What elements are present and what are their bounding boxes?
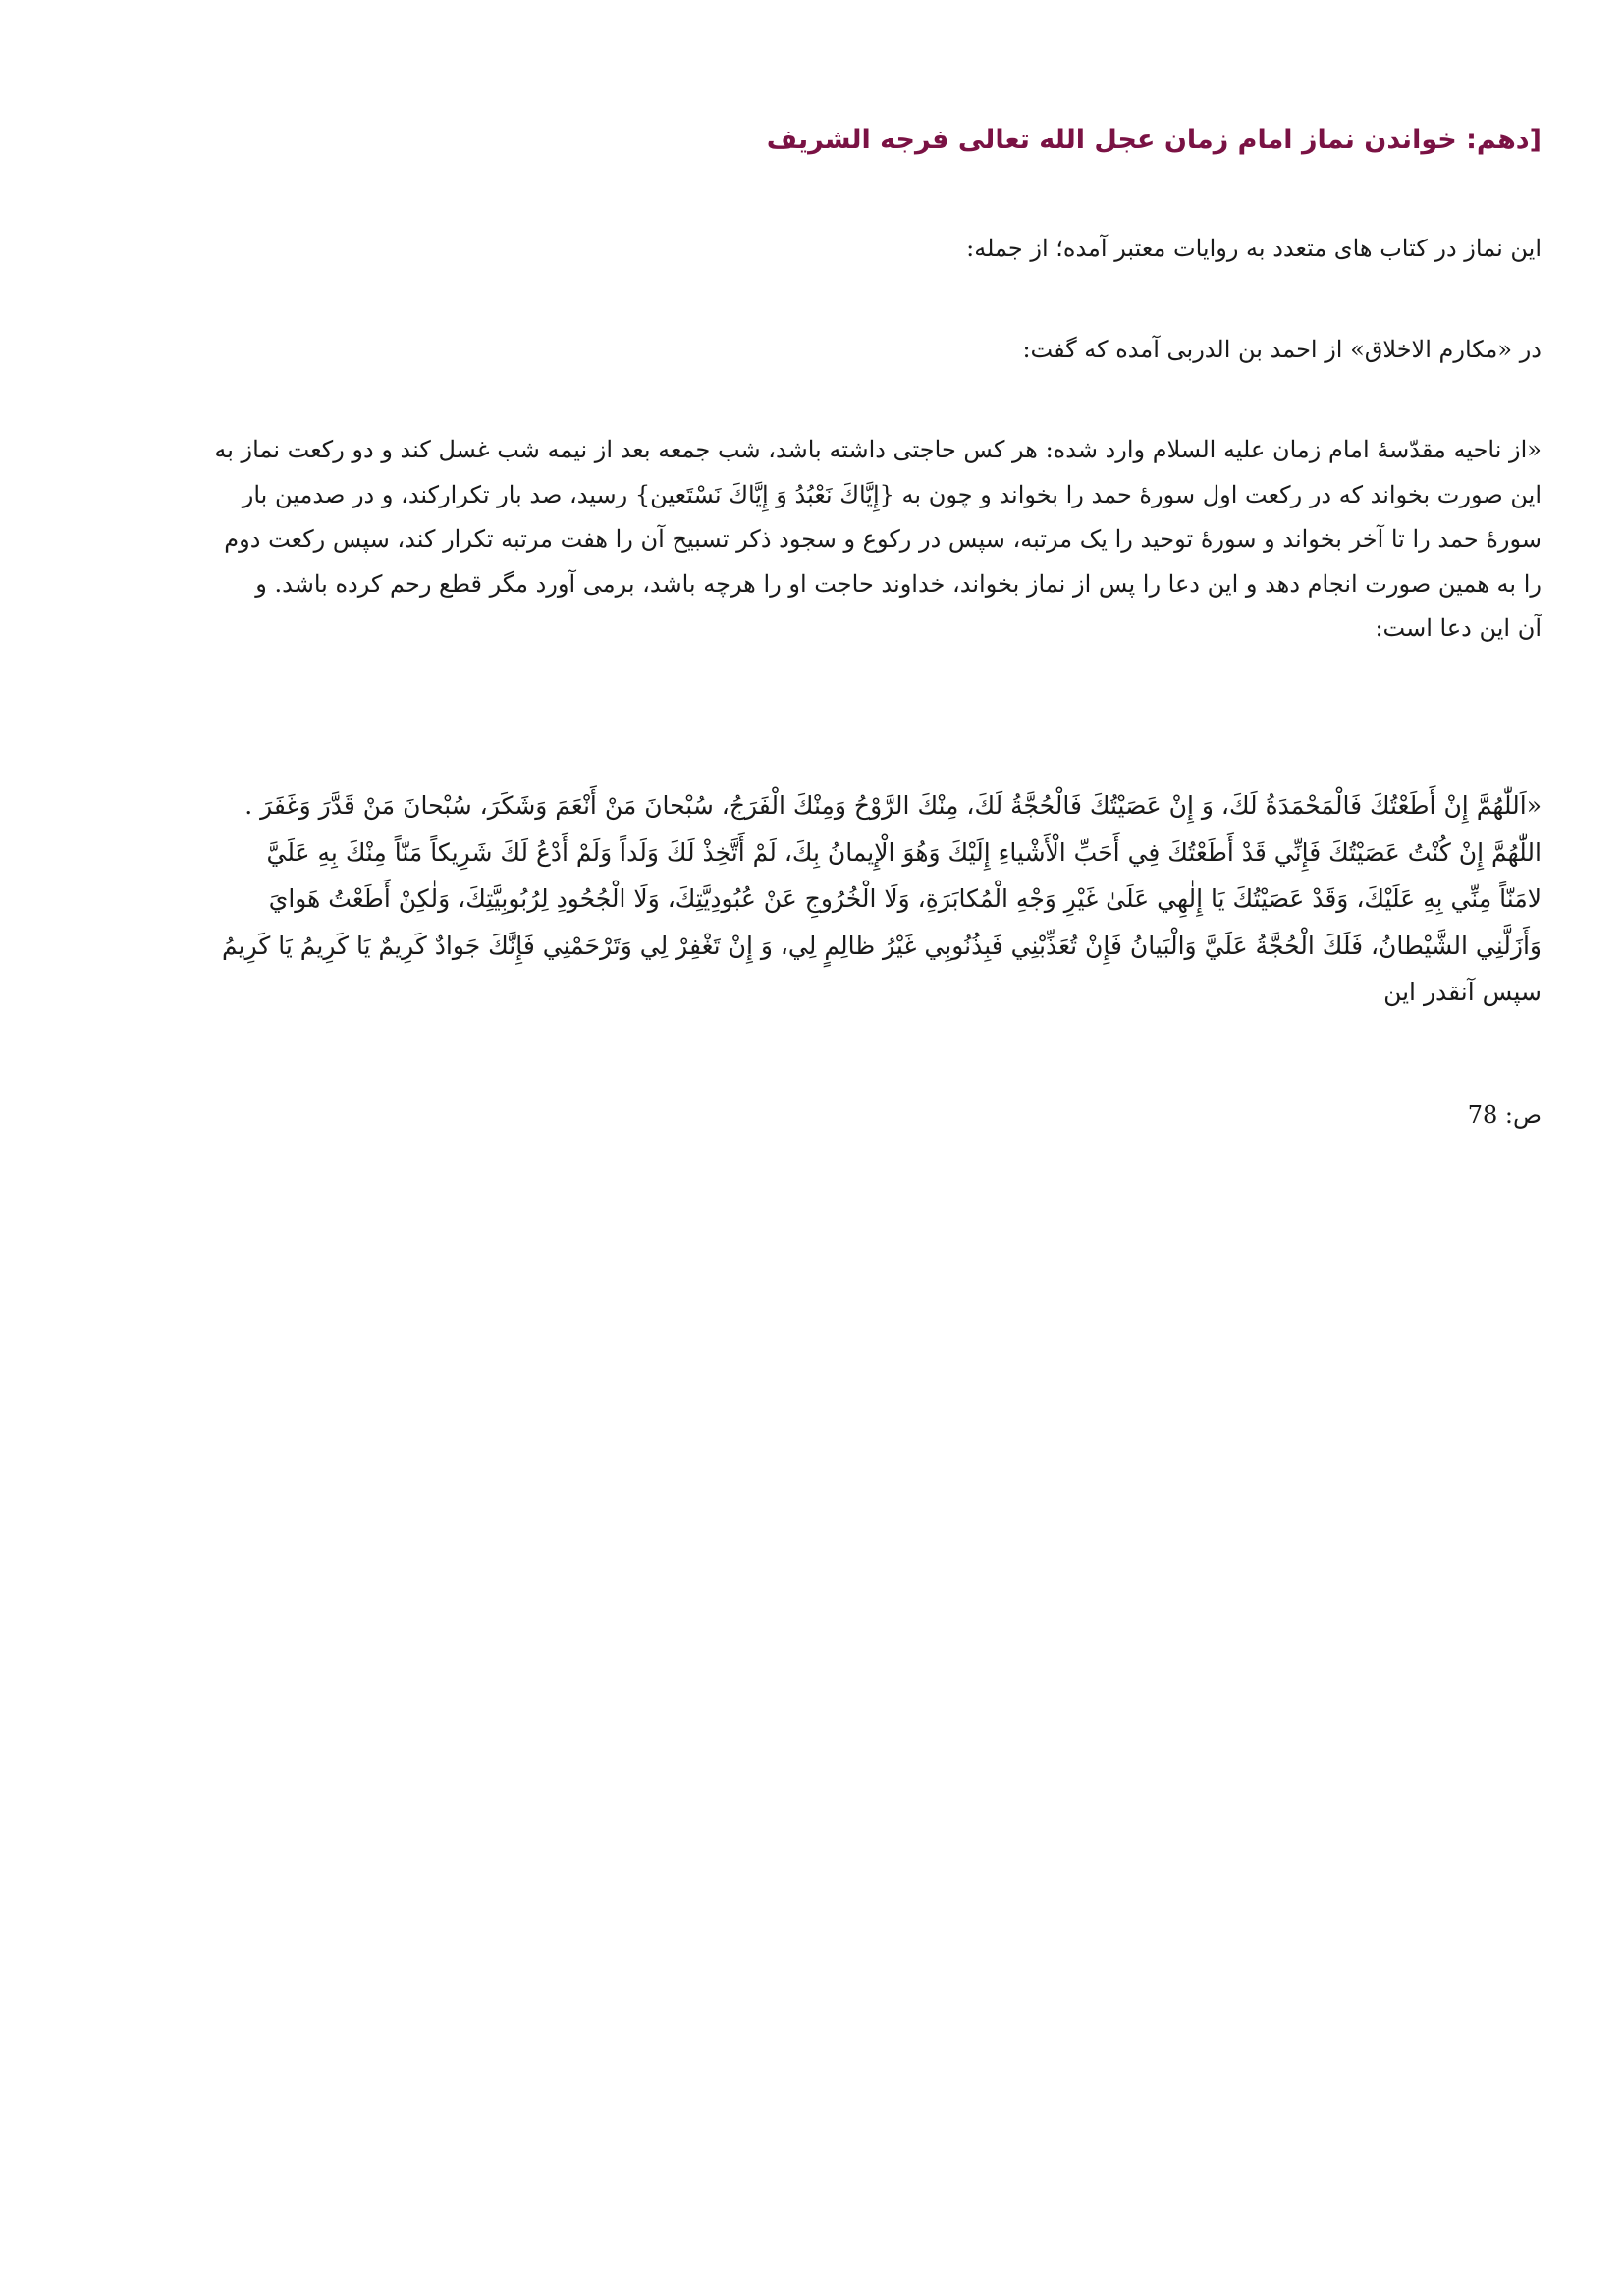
dua-line: وَأَزَلَّنِي الشَّيْطانُ، فَلَكَ الْحُجَّةُ عَلَيَّ وَالْبَيانُ فَإِنْ تُعَذِّبْنِي فَبِذُنُوبِي غَيْرُ ظالِمٍ لِي، وَ إِنْ تَغْفِرْ لِي وَتَرْحَمْنِي فَإِنَّكَ جَوادٌ كَرِيمٌ يَا كَرِيمُ يَا كَرِيمُ xyxy=(222,931,1542,960)
document-page xyxy=(81,0,1542,2296)
narration-paragraph xyxy=(81,428,1542,652)
intro-paragraph: این نماز در کتاب های متعدد به روایات معتبر آمده؛ از جمله: xyxy=(966,235,1542,262)
dua-paragraph xyxy=(81,782,1542,1016)
source-paragraph: در «مکارم الاخلاق» از احمد بن الدربی آمده که گفت: xyxy=(1022,336,1542,363)
dua-line: لامَنّاً مِنِّي بِهِ عَلَيْكَ، وَقَدْ عَصَيْتُكَ يَا إِلٰهِي عَلَىٰ غَيْرِ وَجْهِ الْمُكابَرَةِ، وَلَا الْخُرُوجِ عَنْ عُبُودِيَّتِكَ، وَلَا الْجُحُودِ لِرُبُوبِيَّتِكَ، وَلٰكِنْ أَطَعْتُ هَوايَ xyxy=(268,884,1542,913)
narration-line: «از ناحیه مقدّسهٔ امام زمان علیه السلام وارد شده: هر کس حاجتی داشته باشد، شب جمعه بعد از نیمه شب غسل کند و دو رکعت نماز به xyxy=(214,436,1542,463)
dua-line: «اَللّٰهُمَّ إِنْ أَطَعْتُكَ فَالْمَحْمَدَةُ لَكَ، وَ إِنْ عَصَيْتُكَ فَالْحُجَّةُ لَكَ، مِنْكَ الرَّوْحُ وَمِنْكَ الْفَرَجُ، سُبْحانَ مَنْ أَنْعَمَ وَشَكَرَ، سُبْحانَ مَنْ قَدَّرَ وَغَفَرَ . xyxy=(244,791,1542,820)
section-heading: [دهم: خواندن نماز امام زمان عجل الله تعالی فرجه الشریف xyxy=(766,125,1542,155)
narration-line: را به همین صورت انجام دهد و این دعا را پس از نماز بخواند، خداوند حاجت او را هرچه باشد، برمی آورد مگر قطع رحم کرده باشد. و xyxy=(255,569,1542,598)
narration-line: این صورت بخواند که در رکعت اول سورهٔ حمد را بخواند و چون به {إِيَّاكَ نَعْبُدُ وَ إِيَّاكَ نَسْتَعين} رسید، صد بار تکرارکند، و در صدمین بار xyxy=(242,480,1542,508)
dua-line: اللّٰهُمَّ إِنْ كُنْتُ عَصَيْتُكَ فَإِنِّي قَدْ أَطَعْتُكَ فِي أَحَبِّ الْأَشْياءِ إِلَيْكَ وَهُوَ الْإِيمانُ بِكَ، لَمْ أَتَّخِذْ لَكَ وَلَداً وَلَمْ أَدْعُ لَكَ شَرِيكاً مَنّاً مِنْكَ بِهِ عَلَيَّ xyxy=(266,837,1542,867)
narration-line: آن این دعا است: xyxy=(1375,614,1542,642)
page-number: ص: 78 xyxy=(1467,1101,1542,1129)
dua-line: سپس آنقدر این xyxy=(1383,978,1542,1006)
narration-line: سورهٔ حمد را تا آخر بخواند و سورهٔ توحید را یک مرتبه، سپس در رکوع و سجود ذکر تسبیح آن را هفت مرتبه تکرار کند، سپس رکعت دوم xyxy=(224,525,1542,553)
